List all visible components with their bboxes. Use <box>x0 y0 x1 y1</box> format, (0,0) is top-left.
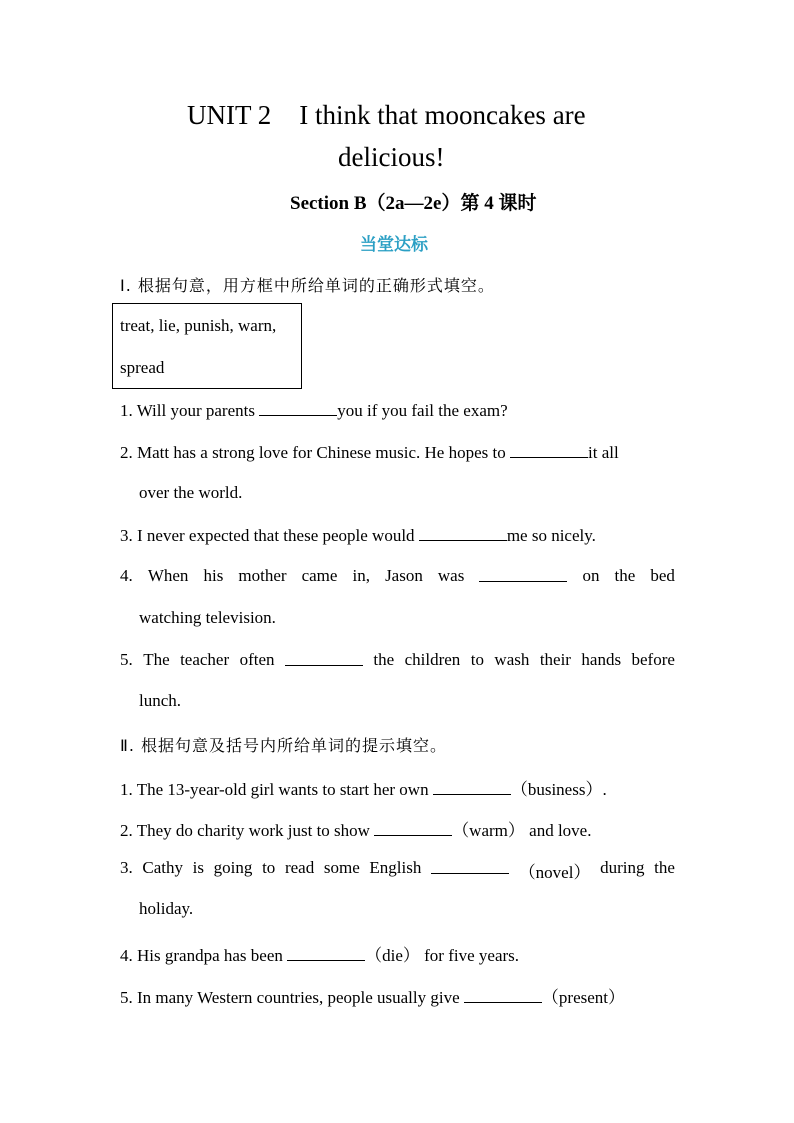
unit-title-line2: delicious! <box>338 142 445 172</box>
q-text: 2. Matt has a strong love for Chinese music. He hopes to <box>120 443 510 462</box>
q-word: children <box>404 650 461 669</box>
part2-instruction: Ⅱ. 根据句意及括号内所给单词的提示填空。 <box>120 736 448 755</box>
part1-question-5-cont: lunch. <box>139 691 182 710</box>
q-word: going <box>213 858 253 877</box>
part2-question-1 <box>120 775 607 800</box>
q-word: is <box>192 858 205 877</box>
q-word: hands <box>581 650 622 669</box>
answer-blank[interactable] <box>464 987 542 1003</box>
q-text: （present） <box>541 988 625 1007</box>
title-text: I think that mooncakes are <box>299 100 586 130</box>
answer-blank[interactable] <box>510 442 588 458</box>
word-box-line2: spread <box>120 358 165 377</box>
answer-blank[interactable] <box>374 820 452 836</box>
q-text: 4. His grandpa has been <box>120 946 288 965</box>
q-word: bed <box>650 566 675 585</box>
part2-question-2 <box>120 816 591 841</box>
answer-blank[interactable] <box>479 566 567 582</box>
q-word: the <box>614 566 636 585</box>
q-word: their <box>539 650 571 669</box>
q-word: often <box>239 650 275 669</box>
q-text: me so nicely. <box>506 526 596 545</box>
q-word: When <box>147 566 189 585</box>
q-word: the <box>654 858 675 877</box>
q-word: mother <box>238 566 287 585</box>
q-text: 1. Will your parents <box>120 401 260 420</box>
part2-question-5 <box>120 983 625 1008</box>
q-word: to <box>470 650 484 669</box>
part2-question-3-cont: holiday. <box>139 899 194 918</box>
q-word: came <box>301 566 338 585</box>
q-word: on <box>582 566 600 585</box>
word-box <box>112 303 302 389</box>
q-text: （die） for five years. <box>365 946 520 965</box>
q-word: teacher <box>180 650 230 669</box>
section-heading: Section B（2a—2e）第 4 课时 <box>290 193 537 214</box>
q-word: Cathy <box>142 858 184 877</box>
answer-blank[interactable] <box>433 779 511 795</box>
q-text: it all <box>588 443 619 462</box>
part1-question-2 <box>120 442 619 463</box>
q-word: read <box>284 858 315 877</box>
unit-label: UNIT 2 <box>187 100 272 130</box>
q-text: （warm） and love. <box>452 821 592 840</box>
q-word: Jason <box>385 566 423 585</box>
part2-question-4 <box>120 941 519 966</box>
subtitle: 当堂达标 <box>360 235 428 255</box>
answer-blank[interactable] <box>285 650 363 666</box>
part1-question-4 <box>120 566 675 586</box>
q-text: 3. I never expected that these people would <box>120 526 419 545</box>
q-word: 5. <box>120 650 133 669</box>
part1-question-5 <box>120 650 675 670</box>
q-word: was <box>437 566 465 585</box>
part1-question-3 <box>120 525 596 546</box>
q-word: wash <box>494 650 530 669</box>
part2-question-3 <box>120 858 675 883</box>
q-word: English <box>369 858 422 877</box>
part1-question-2-cont: over the world. <box>139 483 243 502</box>
q-word: to <box>262 858 276 877</box>
q-word: 4. <box>120 566 133 585</box>
q-word: the <box>373 650 395 669</box>
q-text: 1. The 13-year-old girl wants to start her own <box>120 780 433 799</box>
q-word: some <box>323 858 360 877</box>
answer-blank[interactable] <box>431 858 509 874</box>
answer-blank[interactable] <box>287 945 365 961</box>
q-word: The <box>143 650 170 669</box>
part1-question-1 <box>120 400 508 421</box>
q-text: you if you fail the exam? <box>337 401 508 420</box>
q-word: his <box>203 566 224 585</box>
answer-blank[interactable] <box>259 400 337 416</box>
q-word: 3. <box>120 858 133 877</box>
part1-question-4-cont: watching television. <box>139 608 276 627</box>
q-word: in, <box>352 566 370 585</box>
unit-title-line1 <box>187 100 586 131</box>
part1-instruction: Ⅰ. 根据句意，用方框中所给单词的正确形式填空。 <box>120 276 495 295</box>
word-box-line1: treat, lie, punish, warn, <box>120 316 277 335</box>
q-word: （novel） <box>518 863 591 882</box>
q-text: （business）. <box>510 780 607 799</box>
q-text: 2. They do charity work just to show <box>120 821 375 840</box>
q-word: before <box>631 650 675 669</box>
q-text: 5. In many Western countries, people usually give <box>120 988 464 1007</box>
q-word: during <box>600 858 645 877</box>
answer-blank[interactable] <box>419 525 507 541</box>
